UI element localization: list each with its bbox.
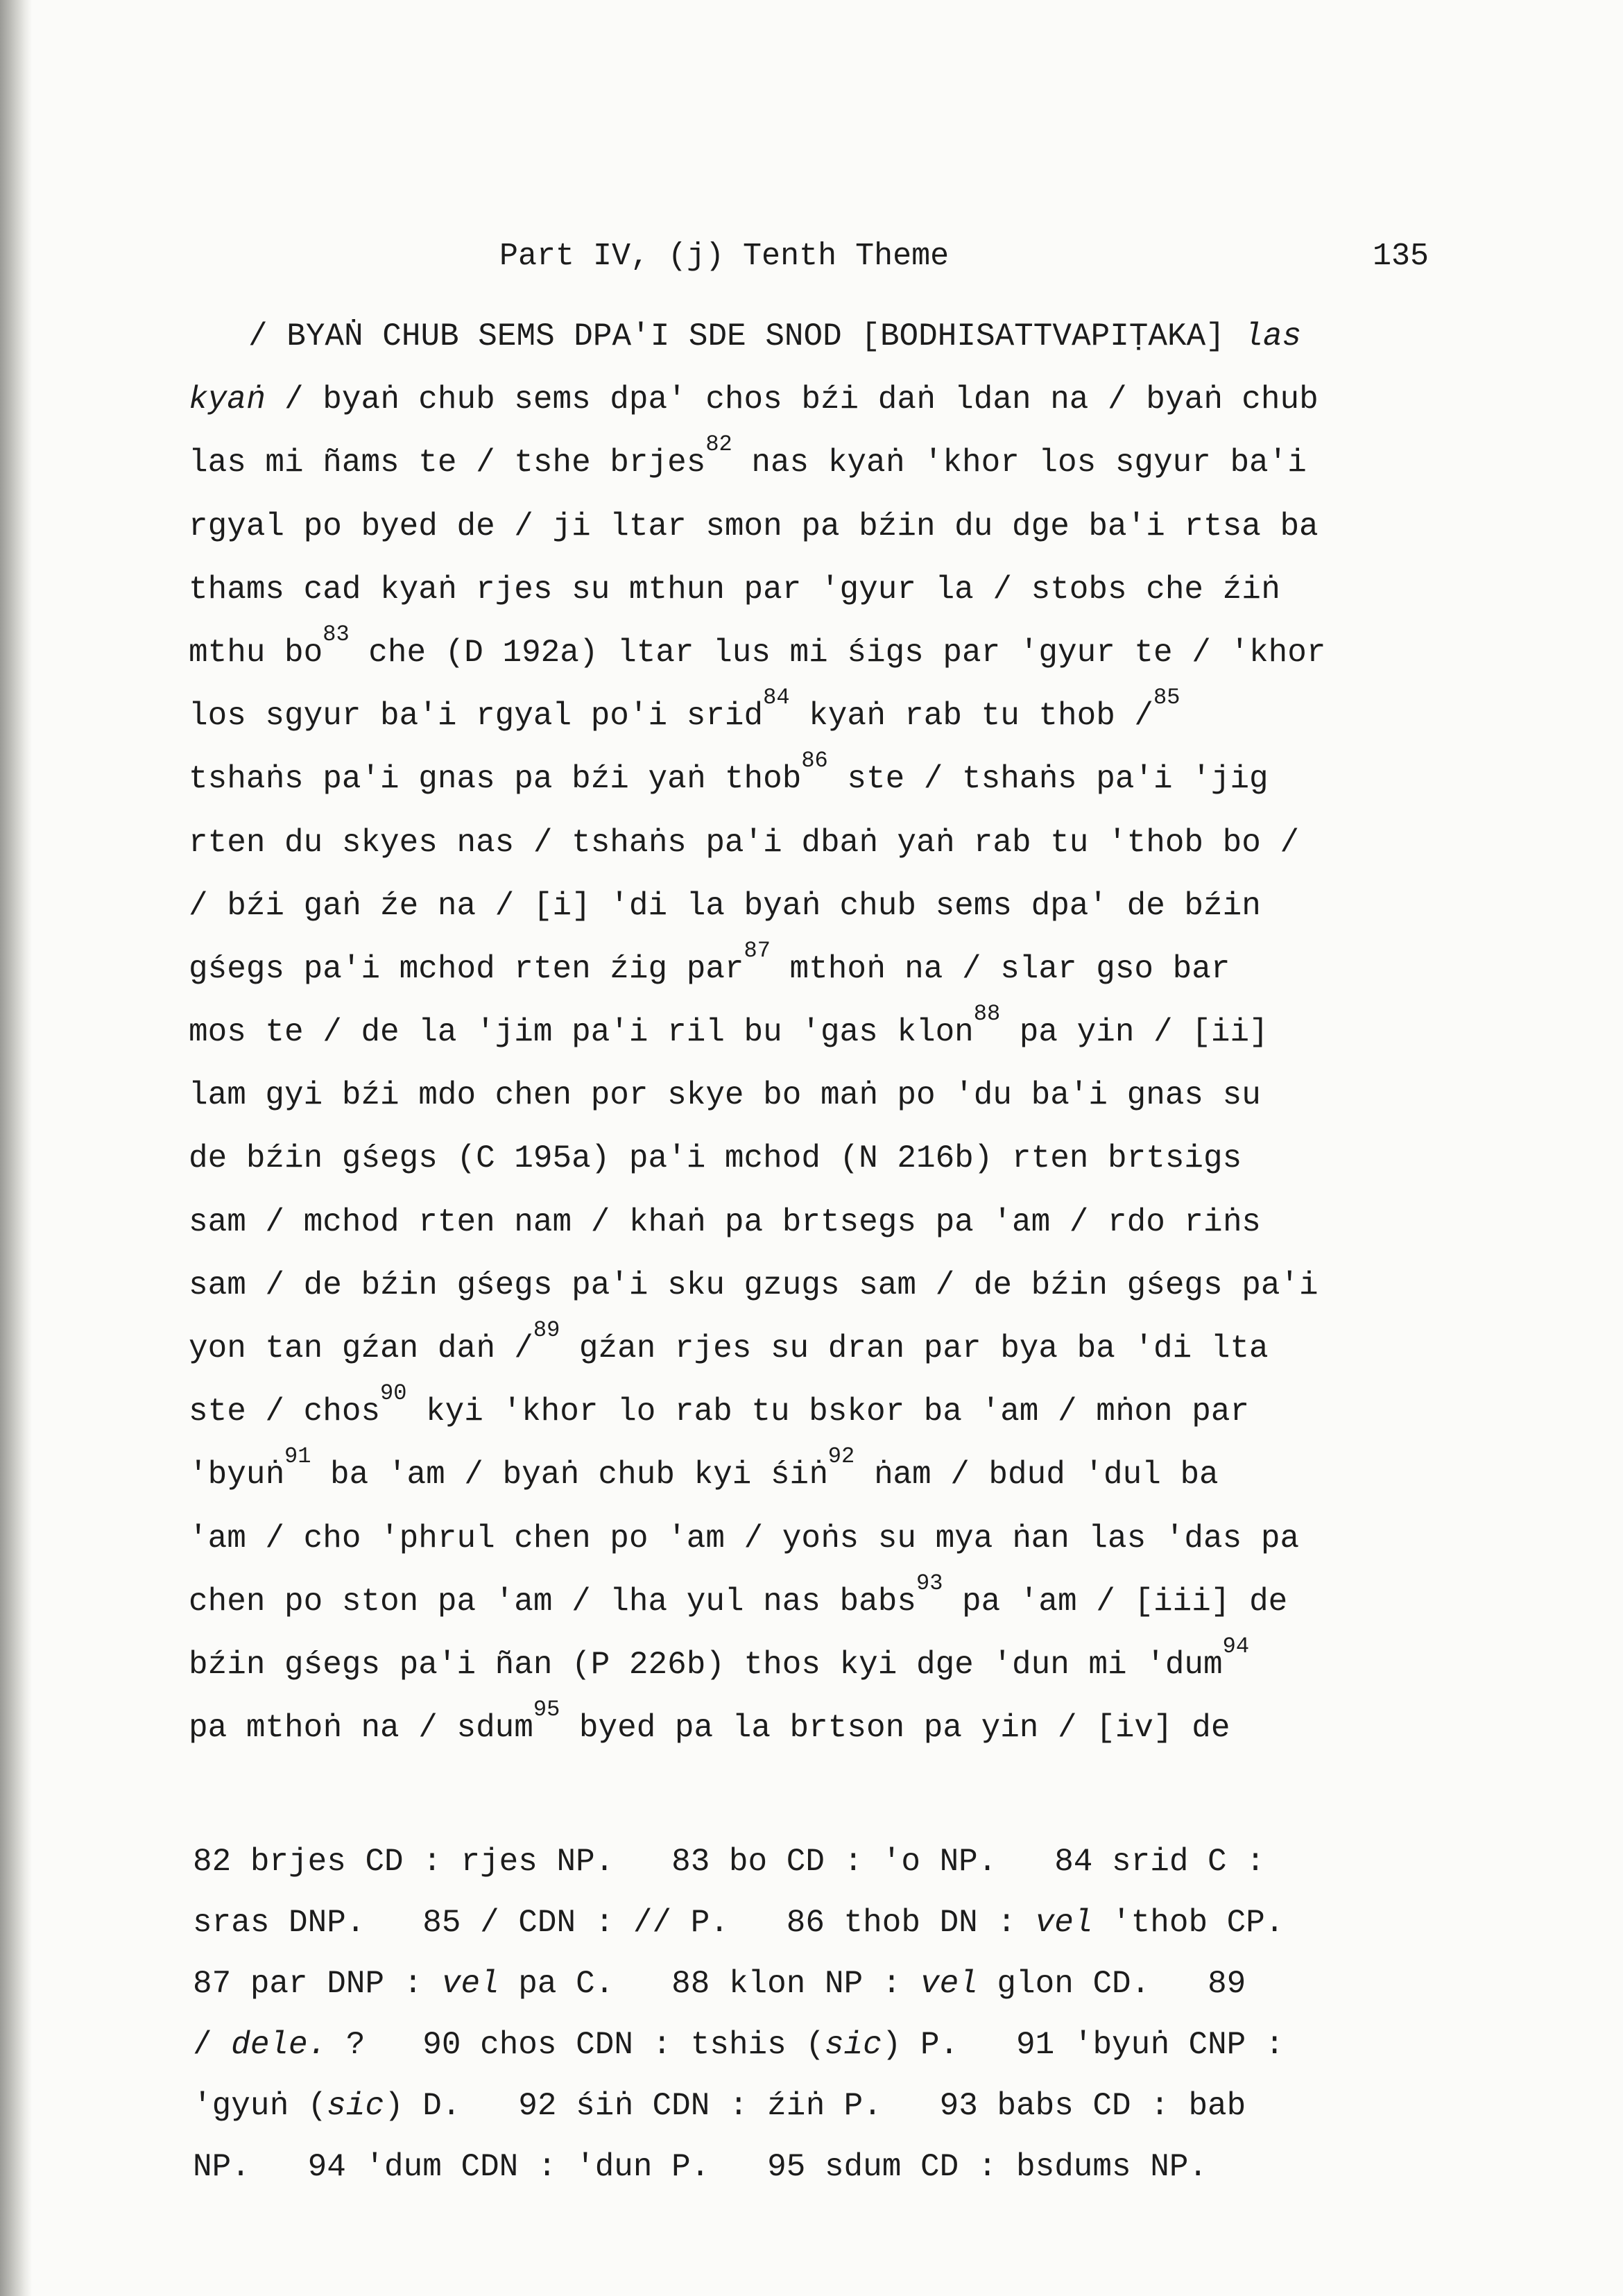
text-span: pa mthoṅ na / sdum [189,1710,533,1747]
text-span: rgyal po byed de / ji ltar smon pa bźin du dge ba'i rtsa ba [189,508,1319,545]
text-line [189,1697,1458,1760]
footnote-ref: 94 [1222,1633,1250,1659]
text-span: byed pa la brtson pa yin / [iv] de [560,1710,1230,1747]
text-span: / byaṅ chub sems dpa' chos bźi daṅ ldan na / byaṅ chub [265,382,1319,418]
footnote-ref: 89 [533,1317,560,1343]
text-span: bźin gśegs pa'i ñan (P 226b) thos kyi dge 'dun mi 'dum [189,1646,1223,1683]
footnote-line [193,2014,1462,2075]
text-span: sam / de bźin gśegs pa'i sku gzugs sam / de bźin gśegs pa'i [189,1267,1319,1303]
text-span: kyi 'khor lo rab tu bskor ba 'am / mṅon par [406,1394,1250,1430]
footnote-ref: 91 [284,1443,311,1470]
text-line [189,875,1458,938]
italic-text: sic [824,2027,882,2063]
text-line [189,1570,1458,1634]
text-line [189,1317,1458,1380]
scan-edge [0,0,32,2296]
italic-text: dele. [231,2027,327,2063]
footnote-ref: 85 [1153,685,1180,711]
text-line [189,1191,1458,1254]
text-span: sam / mchod rten nam / khaṅ pa brtsegs pa 'am / rdo riṅs [189,1203,1261,1240]
italic-text: vel [920,1966,978,2002]
italic-text: sic [327,2088,385,2124]
text-line [189,1443,1458,1507]
text-span: gźan rjes su dran par bya ba 'di lta [560,1330,1269,1367]
footnote-ref: 95 [533,1697,560,1723]
text-span: pa C. 88 klon NP : [499,1966,920,2002]
text-span: 'am / cho 'phrul chen po 'am / yoṅs su mya ṅan las 'das pa [189,1520,1300,1557]
text-line [189,368,1458,431]
page-number: 135 [1372,239,1429,274]
text-span: ba 'am / byaṅ chub kyi śiṅ [311,1457,828,1493]
text-span: ṅam / bdud 'dul ba [855,1457,1219,1493]
footnote-ref: 87 [744,937,771,963]
footnote-ref: 82 [705,431,732,458]
text-span: sras DNP. 85 / CDN : // P. 86 thob DN : [193,1905,1036,1941]
text-span: lam gyi bźi mdo chen por skye bo maṅ po 'du ba'i gnas su [189,1077,1261,1114]
footnote-ref: 90 [380,1380,407,1407]
text-span: che (D 192a) ltar lus mi śigs par 'gyur te / 'khor [349,634,1326,671]
text-span: / BYAṄ CHUB SEMS DPA'I SDE SNOD [BODHISATTVAPIṬAKA] [248,318,1244,354]
text-span: mthoṅ na / slar gso bar [770,950,1230,987]
text-span: thams cad kyaṅ rjes su mthun par 'gyur la / stobs che źiṅ [189,571,1280,608]
text-span: 82 brjes CD : rjes NP. 83 bo CD : 'o NP. 84 srid C : [193,1844,1265,1880]
text-line [189,431,1458,495]
text-span: los sgyur ba'i rgyal po'i srid [189,698,764,735]
text-span: ) P. 91 'byuṅ CNP : [882,2027,1285,2063]
text-span: las mi ñams te / tshe brjes [189,445,706,481]
text-span: rten du skyes nas / tshaṅs pa'i dbaṅ yaṅ rab tu 'thob bo / [189,824,1300,861]
footnote-line [193,1953,1462,2014]
footnotes [193,1831,1462,2198]
text-span: ste / chos [189,1394,381,1430]
running-title: Part IV, (j) Tenth Theme [499,239,950,274]
footnote-ref: 92 [827,1443,855,1470]
italic-text: vel [441,1966,499,2002]
text-line [189,1001,1458,1064]
footnote-ref: 86 [801,748,828,774]
italic-text: kyaṅ [189,382,266,418]
footnote-line [193,1892,1462,1953]
italic-text: las [1244,318,1302,354]
text-span: tshaṅs pa'i gnas pa bźi yaṅ thob [189,761,802,798]
text-span: pa yin / [ii] [1000,1014,1269,1051]
text-span: pa 'am / [iii] de [943,1583,1288,1620]
text-span: chen po ston pa 'am / lha yul nas babs [189,1583,916,1620]
text-line [189,1064,1458,1127]
text-span: ste / tshaṅs pa'i 'jig [827,761,1269,798]
text-span: kyaṅ rab tu thob / [789,698,1154,735]
text-line [189,938,1458,1001]
text-span: glon CD. 89 [977,1966,1246,2002]
text-span: NP. 94 'dum CDN : 'dun P. 95 sdum CD : bsdums NP. [193,2149,1208,2185]
text-span: nas kyaṅ 'khor los sgyur ba'i [732,445,1307,481]
text-line [189,495,1458,558]
text-line [189,622,1458,685]
footnote-ref: 88 [973,1001,1001,1027]
text-span: gśegs pa'i mchod rten źig par [189,950,744,987]
footnote-line [193,2075,1462,2136]
footnote-line [193,2136,1462,2198]
text-line [189,748,1458,811]
text-line [189,1127,1458,1190]
text-line [189,1634,1458,1697]
footnote-ref: 83 [323,621,350,647]
text-span: yon tan gźan daṅ / [189,1330,533,1367]
text-span: / bźi gaṅ źe na / [i] 'di la byaṅ chub sems dpa' de bźin [189,887,1261,924]
italic-text: vel [1035,1905,1093,1941]
text-line [189,1254,1458,1317]
text-span: 'thob CP. [1092,1905,1285,1941]
running-header [499,229,1429,284]
footnote-ref: 93 [916,1570,943,1596]
text-span: ? 90 chos CDN : tshis ( [327,2027,825,2063]
text-span: ) D. 92 śiṅ CDN : źiṅ P. 93 babs CD : bab [384,2088,1246,2124]
text-span: mos te / de la 'jim pa'i ril bu 'gas klon [189,1014,974,1051]
footnote-ref: 84 [763,685,790,711]
text-line [189,558,1458,622]
text-span: 'gyuṅ ( [193,2088,327,2124]
text-line [189,812,1458,875]
text-span: / [193,2027,232,2063]
text-span: de bźin gśegs (C 195a) pa'i mchod (N 216b) rten brtsigs [189,1140,1242,1177]
text-span: 'byuṅ [189,1457,285,1493]
text-span: 87 par DNP : [193,1966,442,2002]
text-line [189,685,1458,748]
text-span: mthu bo [189,634,323,671]
text-line [189,305,1458,368]
footnote-line [193,1831,1462,1892]
main-text [189,305,1458,1760]
text-line [189,1507,1458,1570]
text-line [189,1380,1458,1443]
